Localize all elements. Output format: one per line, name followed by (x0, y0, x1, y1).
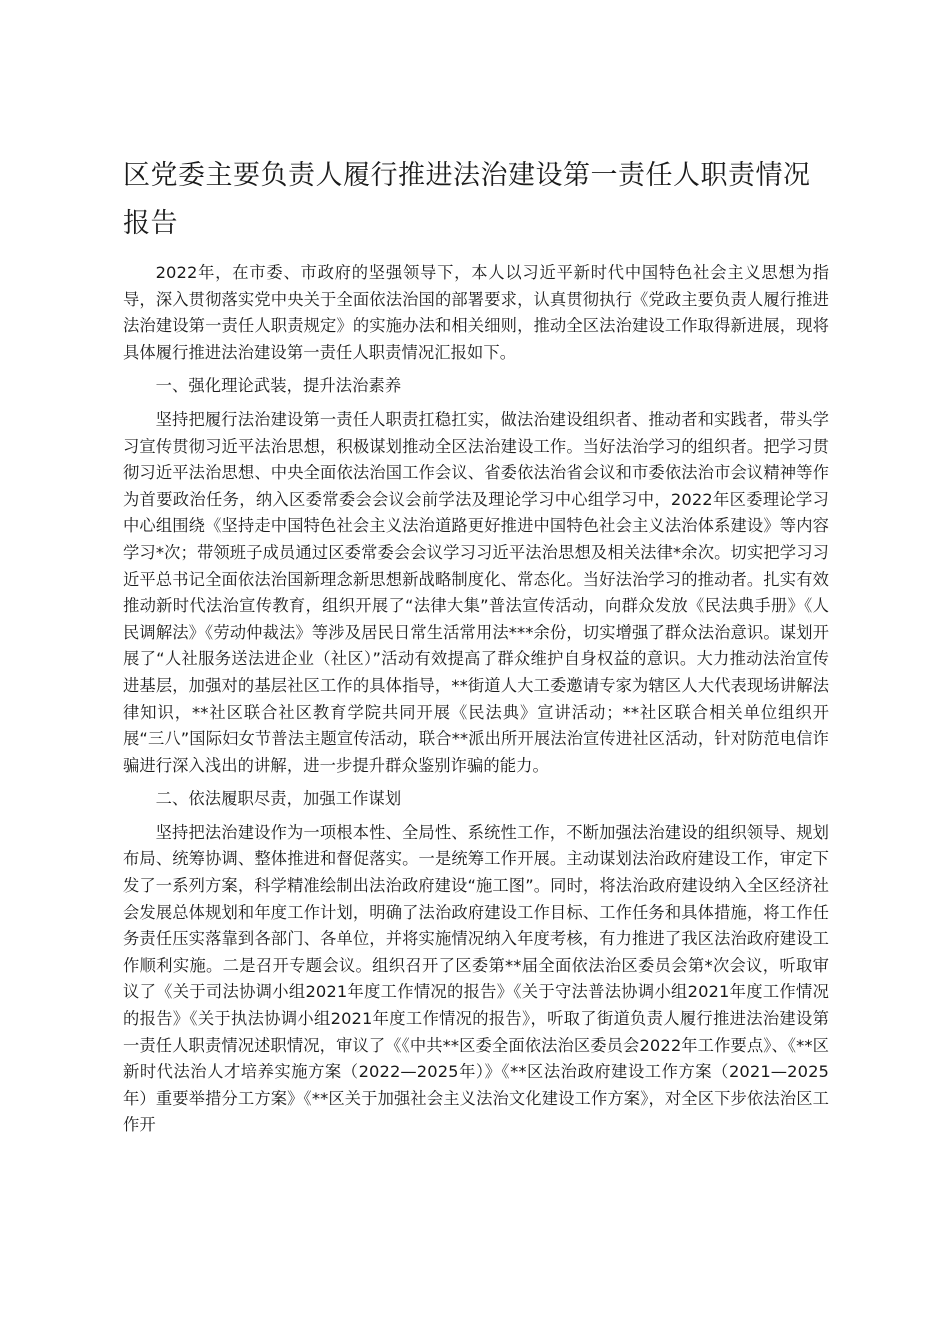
section-2-paragraph: 坚持把法治建设作为一项根本性、全局性、系统性工作，不断加强法治建设的组织领导、规划布局、统筹协调、整体推进和督促落实。一是统筹工作开展。主动谋划法治政府建设工作，审定下发了一系列方案，科学精准绘制出法治政府建设“施工图”。同时，将法治政府建设纳入全区经济社会发展总体规划和年度工作计划，明确了法治政府建设工作目标、工作任务和具体措施，将工作任务责任压实落靠到各部门、各单位，并将实施情况纳入年度考核，有力推进了我区法治政府建设工作顺利实施。二是召开专题会议。组织召开了区委第**届全面依法治区委员会第*次会议，听取审议了《关于司法协调小组2021年度工作情况的报告》《关于守法普法协调小组2021年度工作情况的报告》《关于执法协调小组2021年度工作情况的报告》，听取了街道负责人履行推进法治建设第一责任人职责情况述职情况，审议了《《中共**区委全面依法治区委员会2022年工作要点》、《**区新时代法治人才培养实施方案（2022—2025年）》《**区法治政府建设工作方案（2021—2025年）重要举措分工方案》《**区关于加强社会主义法治文化建设工作方案》，对全区下步依法治区工作开 (123, 822, 829, 1135)
document-title: 区党委主要负责人履行推进法治建设第一责任人职责情况报告 (123, 160, 811, 239)
section-2-heading: 二、依法履职尽责，加强工作谋划 (155, 789, 402, 809)
intro-paragraph: 2022年，在市委、市政府的坚强领导下，本人以习近平新时代中国特色社会主义思想为指导，深入贯彻落实党中央关于全面依法治国的部署要求，认真贯彻执行《党政主要负责人履行推进法治建设第一责任人职责规定》的实施办法和相关细则，推动全区法治建设工作取得新进展，现将具体履行推进法治建设第一责任人职责情况汇报如下。 (123, 263, 829, 362)
section-1-paragraph: 坚持把履行法治建设第一责任人职责扛稳扛实，做法治建设组织者、推动者和实践者，带头学习宣传贯彻习近平法治思想，积极谋划推动全区法治建设工作。当好法治学习的组织者。把学习贯彻习近平法治思想、中央全面依法治国工作会议、省委依法治省会议和市委依法治市会议精神等作为首要政治任务，纳入区委常委会会议会前学法及理论学习中心组学习中，2022年区委理论学习中心组围绕《坚持走中国特色社会主义法治道路更好推进中国特色社会主义法治体系建设》等内容学习*次；带领班子成员通过区委常委会会议学习习近平法治思想及相关法律*余次。切实把学习习近平总书记全面依法治国新理念新思想新战略制度化、常态化。当好法治学习的推动者。扎实有效推动新时代法治宣传教育，组织开展了“法律大集”普法宣传活动，向群众发放《民法典手册》《人民调解法》《劳动仲裁法》等涉及居民日常生活常用法***余份，切实增强了群众法治意识。谋划开展了“人社服务送法进企业（社区）”活动有效提高了群众维护自身权益的意识。大力推动法治宣传进基层，加强对的基层社区工作的具体指导，**街道人大工委邀请专家为辖区人大代表现场讲解法律知识，**社区联合社区教育学院共同开展《民法典》宣讲活动；**社区联合相关单位组织开展“三八”国际妇女节普法主题宣传活动，联合**派出所开展法治宣传进社区活动，针对防范电信诈骗进行深入浅出的讲解，进一步提升群众鉴别诈骗的能力。 (123, 409, 829, 775)
section-1-heading: 一、强化理论武装，提升法治素养 (155, 376, 402, 396)
document-body (123, 260, 829, 1146)
